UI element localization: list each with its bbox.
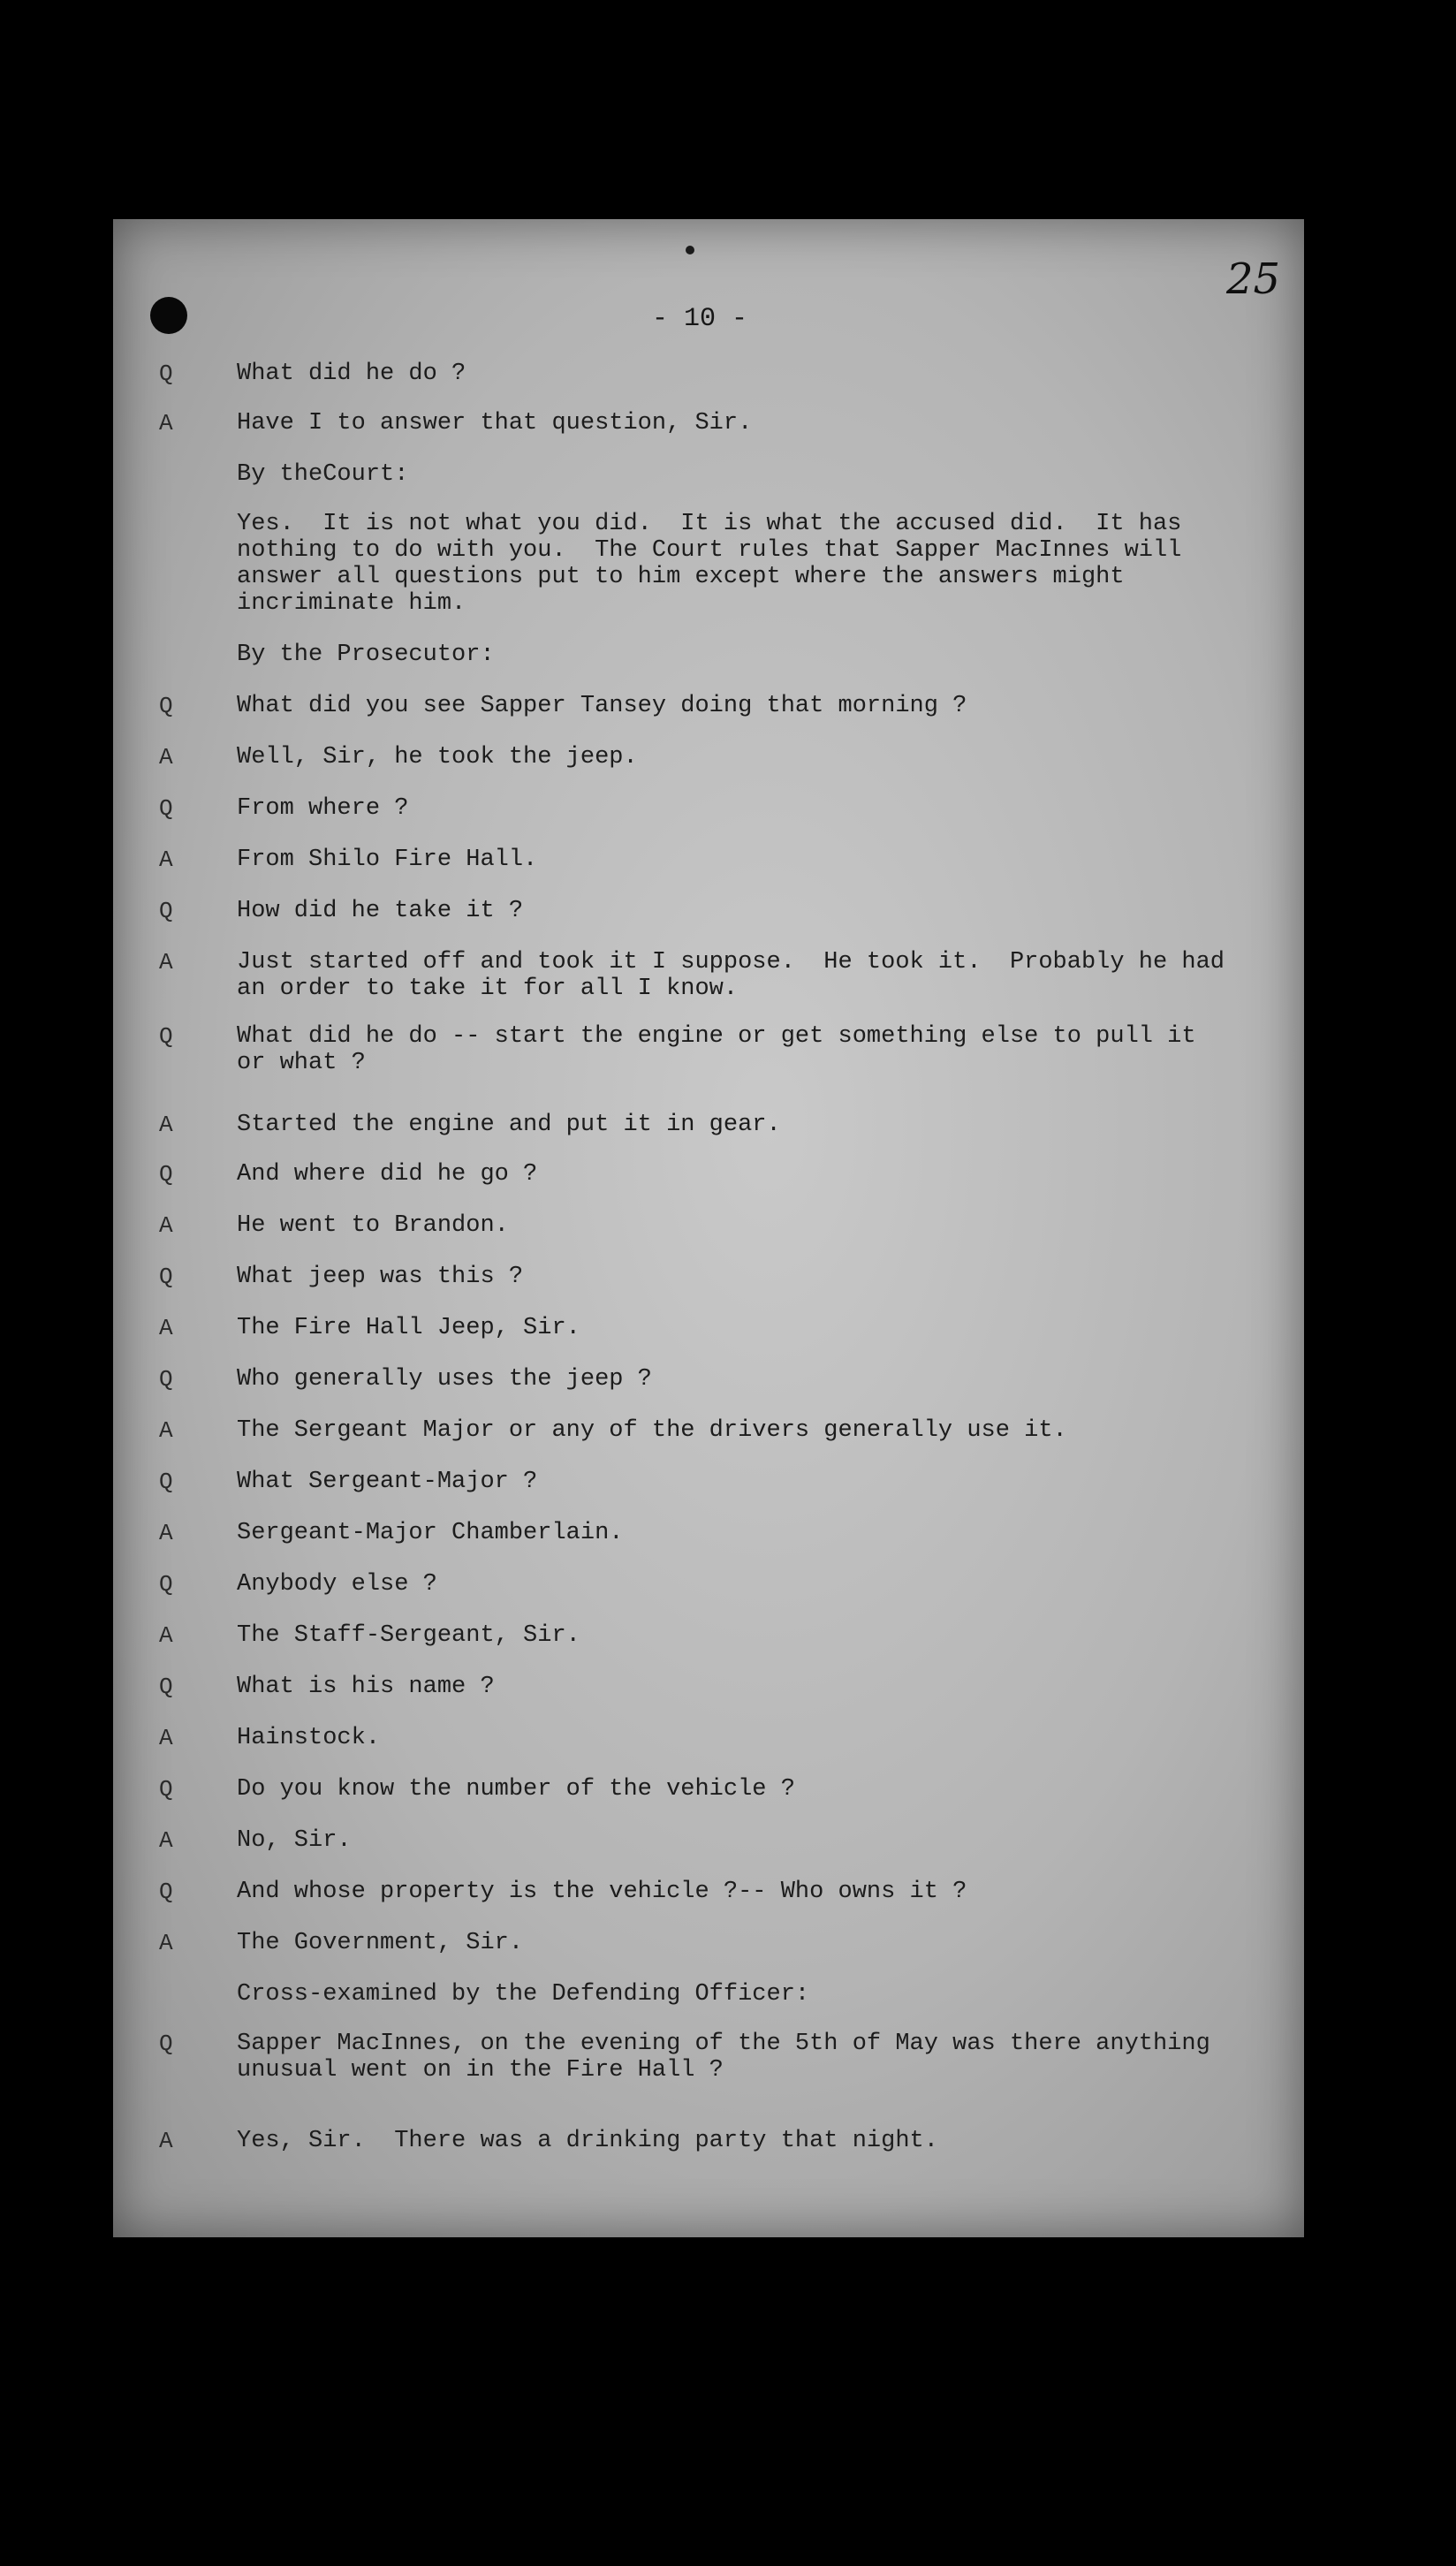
transcript-line: Sapper MacInnes, on the evening of the 5th of May was there anything unusual went on in the Fire Hall ?: [237, 2031, 1210, 2084]
speaker-label: Q: [159, 1366, 173, 1393]
speaker-label: Q: [159, 1879, 173, 1905]
speaker-label: A: [159, 1725, 173, 1751]
section-text: By the Prosecutor:: [237, 642, 495, 668]
speaker-label: Q: [159, 795, 173, 822]
speaker-label: Q: [159, 1469, 173, 1495]
speaker-label: Q: [159, 1161, 173, 1188]
transcript-line: What did he do ?: [237, 361, 466, 387]
speaker-label: A: [159, 744, 173, 771]
speaker-label: A: [159, 1112, 173, 1138]
transcript-line: And where did he go ?: [237, 1161, 538, 1188]
transcript-line: Well, Sir, he took the jeep.: [237, 744, 638, 771]
speaker-label: A: [159, 1827, 173, 1854]
speaker-label: Q: [159, 898, 173, 924]
section-text: By theCourt:: [237, 461, 409, 488]
transcript-line: No, Sir.: [237, 1827, 352, 1854]
speaker-label: Q: [159, 693, 173, 719]
section-text: Yes. It is not what you did. It is what the accused did. It has nothing to do with you. The Court rules that Sapper MacInnes will answer all questions put to him except where the answers might incriminate him.: [237, 511, 1182, 617]
transcript-line: What is his name ?: [237, 1674, 495, 1700]
transcript-line: What Sergeant-Major ?: [237, 1469, 538, 1495]
transcript-line: Started the engine and put it in gear.: [237, 1112, 781, 1138]
speaker-label: A: [159, 846, 173, 873]
speaker-label: A: [159, 1622, 173, 1649]
transcript-line: What did he do -- start the engine or get something else to pull it or what ?: [237, 1023, 1196, 1076]
transcript-line: Do you know the number of the vehicle ?: [237, 1776, 795, 1803]
transcript-line: What jeep was this ?: [237, 1264, 524, 1290]
speaker-label: Q: [159, 1674, 173, 1700]
speaker-label: A: [159, 1417, 173, 1444]
transcript-line: Sergeant-Major Chamberlain.: [237, 1520, 624, 1546]
speaker-label: Q: [159, 1571, 173, 1598]
transcript-line: And whose property is the vehicle ?-- Who owns it ?: [237, 1879, 967, 1905]
speaker-label: A: [159, 1520, 173, 1546]
transcript-line: The Staff-Sergeant, Sir.: [237, 1622, 580, 1649]
page-number: - 10 -: [652, 304, 748, 334]
transcript-line: From Shilo Fire Hall.: [237, 846, 538, 873]
transcript-line: He went to Brandon.: [237, 1212, 509, 1239]
transcript-line: The Sergeant Major or any of the drivers generally use it.: [237, 1417, 1067, 1444]
speaker-label: A: [159, 410, 173, 437]
handwritten-folio-number: 25: [1226, 254, 1281, 304]
speaker-label: A: [159, 1212, 173, 1239]
speaker-label: A: [159, 1930, 173, 1956]
transcript-line: Have I to answer that question, Sir.: [237, 410, 753, 437]
transcript-line: Who generally uses the jeep ?: [237, 1366, 652, 1393]
speaker-label: Q: [159, 2031, 173, 2057]
transcript-line: Anybody else ?: [237, 1571, 437, 1598]
speaker-label: A: [159, 949, 173, 976]
transcript-line: From where ?: [237, 795, 409, 822]
transcript-line: What did you see Sapper Tansey doing that morning ?: [237, 693, 967, 719]
speaker-label: A: [159, 2128, 173, 2154]
transcript-line: Just started off and took it I suppose. He took it. Probably he had an order to take it for all I know.: [237, 949, 1225, 1002]
transcript-line: Yes, Sir. There was a drinking party that night.: [237, 2128, 938, 2154]
speaker-label: Q: [159, 361, 173, 387]
speaker-label: Q: [159, 1776, 173, 1803]
ink-mark: [686, 246, 694, 254]
transcript-line: How did he take it ?: [237, 898, 524, 924]
transcript-line: Hainstock.: [237, 1725, 381, 1751]
speaker-label: Q: [159, 1023, 173, 1050]
speaker-label: Q: [159, 1264, 173, 1290]
section-text: Cross-examined by the Defending Officer:: [237, 1981, 810, 2008]
transcript-line: The Government, Sir.: [237, 1930, 524, 1956]
transcript-line: The Fire Hall Jeep, Sir.: [237, 1315, 580, 1341]
binder-hole: [150, 297, 187, 334]
typed-page: [113, 219, 1304, 2237]
speaker-label: A: [159, 1315, 173, 1341]
